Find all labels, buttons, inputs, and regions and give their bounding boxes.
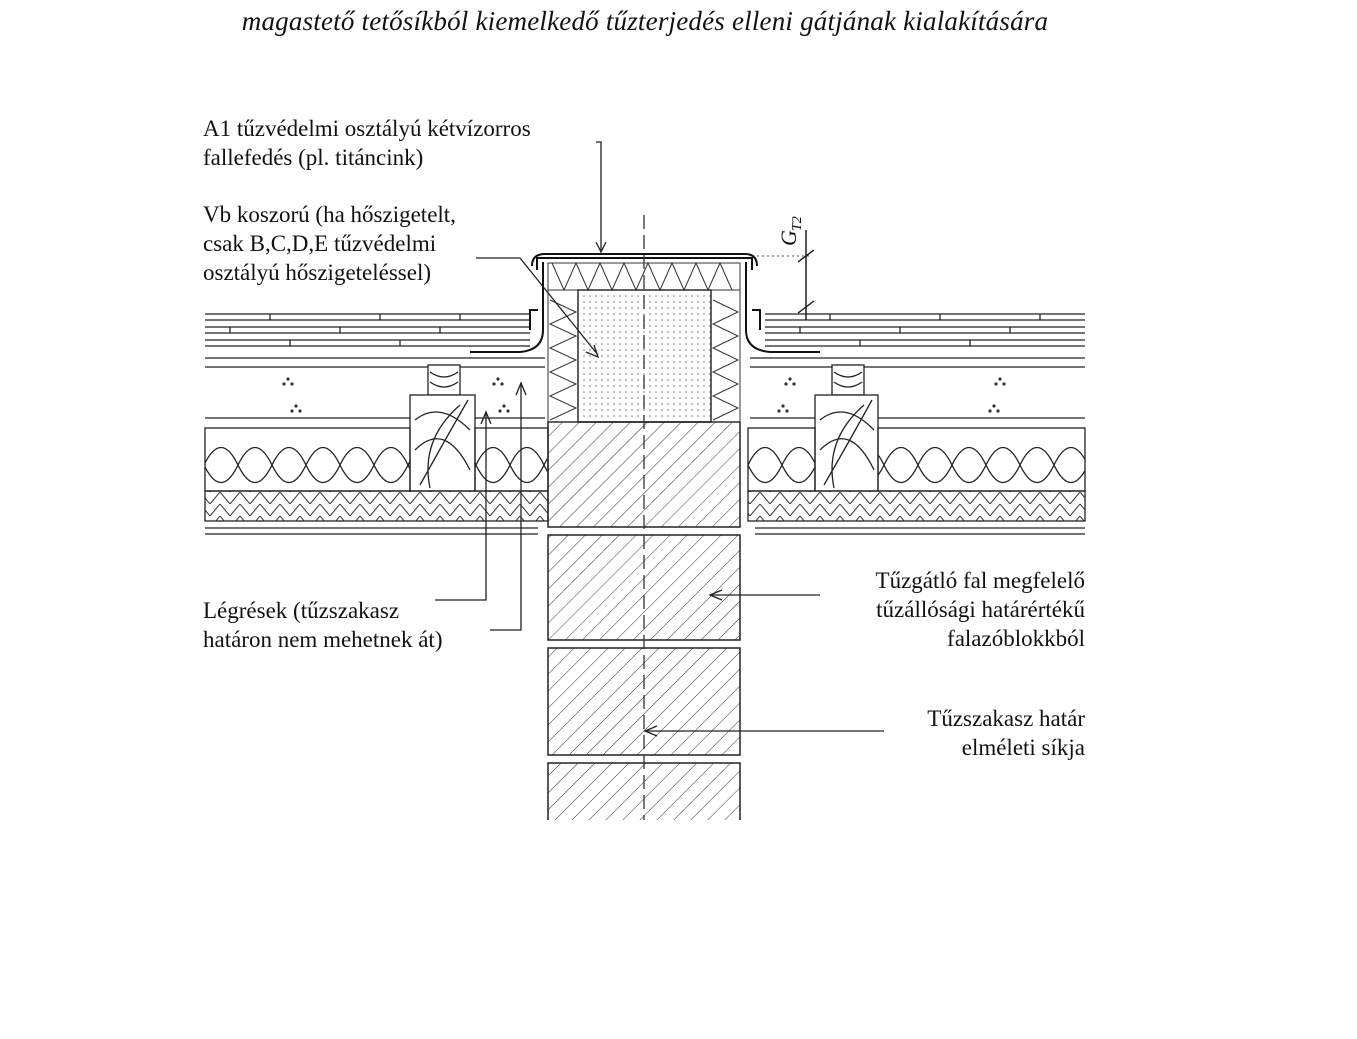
lower-insulation-left xyxy=(205,491,548,521)
thermal-insulation-left xyxy=(205,428,410,491)
dimension-subscript: T2 xyxy=(790,216,805,231)
roof-covering-left xyxy=(205,314,545,367)
label-fire-plane: Tűzszakasz határ elméleti síkja xyxy=(927,706,1085,760)
roof-covering-right xyxy=(750,314,1085,367)
diagram-caption: magastető tetősíkból kiemelkedő tűzterjedés elleni gátjának kialakítására xyxy=(241,6,1049,36)
label-ring-beam: Vb koszorú (ha hőszigetelt, csak B,C,D,E tűzvédelmi osztályú hőszigeteléssel) xyxy=(203,202,456,285)
label-fire-wall: Tűzgátló fal megfelelő tűzállósági határértékű falazóblokkból xyxy=(875,568,1085,651)
thermal-insulation-right xyxy=(748,428,815,491)
lower-insulation-right xyxy=(748,491,1085,521)
label-flashing: A1 tűzvédelmi osztályú kétvízorros fallefedés (pl. titáncink) xyxy=(203,116,531,170)
label-air-gaps: Légrések (tűzszakasz határon nem mehetnek át) xyxy=(203,598,443,652)
dimension-symbol: G xyxy=(776,230,801,246)
